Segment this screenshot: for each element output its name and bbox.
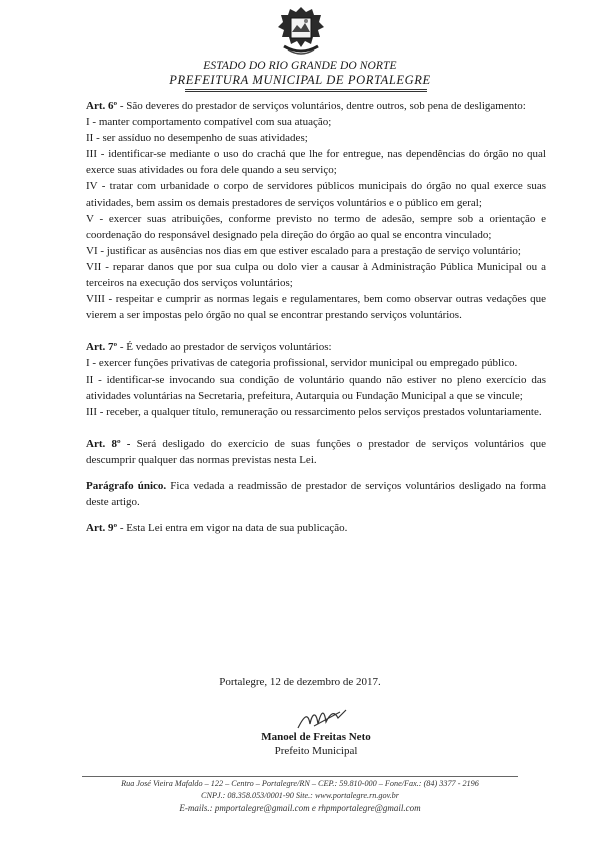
signer-name: Manoel de Freitas Neto — [261, 731, 371, 743]
list-item: II - ser assíduo no desempenho de suas atividades; — [86, 132, 308, 145]
place-date: Portalegre, 12 de dezembro de 2017. — [219, 676, 381, 688]
list-item: VIII - respeitar e cumprir as normas legais e regulamentares, bem como observar outras vedações que vierem a ser impostas pelo órgão no qual se encontrar prestando serviços voluntários. — [86, 293, 546, 322]
signer-title: Prefeito Municipal — [274, 745, 358, 757]
list-item: V - exercer suas atribuições, conforme previsto no termo de adesão, sempre sob a orientação e coordenação do responsável designado pela direção do órgão ao qual se encontra vinculado; — [86, 212, 546, 241]
list-item: I - exercer funções privativas de categoria profissional, servidor municipal ou empregado público. — [86, 357, 518, 370]
footer-address: Rua José Vieira Mafaldo – 122 – Centro – Portalegre/RN – CEP.: 59.810-000 – Fone/Fax.: (84) 3377 - 2196 — [121, 779, 479, 788]
article-7-intro: Art. 7º - É vedado ao prestador de serviços voluntários: — [86, 341, 332, 354]
list-item: III - identificar-se mediante o uso do crachá que lhe for entregue, nas dependências do órgão no qual exerce suas atividades ou fora dele quando a seu serviço; — [86, 148, 546, 177]
list-item: I - manter comportamento compatível com sua atuação; — [86, 116, 332, 129]
sole-paragraph: Parágrafo único. Fica vedada a readmissão de prestador de serviços voluntários desligado na forma deste artigo. — [86, 479, 546, 509]
paragraph-label: Parágrafo único. — [86, 479, 167, 492]
list-item: III - receber, a qualquer título, remuneração ou ressarcimento pelos serviços prestados voluntariamente. — [86, 405, 542, 418]
list-item: II - identificar-se invocando sua condição de voluntário quando não estiver no pleno exercício das atividades voluntárias na Secretaria, prefeitura, Autarquia ou Fundação Municipal a que se vincule; — [86, 373, 546, 402]
state-heading: ESTADO DO RIO GRANDE DO NORTE — [203, 60, 397, 72]
header-rule — [185, 91, 427, 92]
footer-rule — [82, 776, 518, 777]
article-label: Art. 8º - — [86, 437, 131, 450]
handwritten-signature — [294, 704, 354, 734]
list-item: VII - reparar danos que por sua culpa ou dolo vier a causar à Administração Pública Municipal ou a terceiros na execução dos serviços voluntários; — [86, 260, 546, 290]
article-label: Art. 9º — [86, 522, 118, 535]
article-8: Art. 8º - Será desligado do exercício de suas funções o prestador de serviços voluntários que descumprir qualquer das normas previstas nesta Lei. — [86, 437, 546, 466]
municipal-crest-icon — [276, 6, 326, 58]
footer-cnpj-site: CNPJ.: 08.358.053/0001-90 Site.: www.portalegre.rn.gov.br — [201, 791, 399, 800]
list-item: IV - tratar com urbanidade o corpo de servidores públicos municipais do órgão no qual exerce suas atividades, bem assim os demais prestadores de serviços voluntários e o público em geral; — [86, 180, 546, 209]
footer-emails: E-mails.: pmportalegre@gmail.com e rhpmportalegre@gmail.com — [179, 803, 421, 813]
document-body — [86, 98, 546, 536]
article-6-intro: Art. 6º - São deveres do prestador de serviços voluntários, dentre outros, sob pena de desligamento: — [86, 100, 526, 112]
article-9: Art. 9º - Esta Lei entra em vigor na data de sua publicação. — [86, 522, 348, 535]
list-item: VI - justificar as ausências nos dias em que estiver escalado para a prestação de serviço voluntário; — [86, 244, 521, 257]
article-label: Art. 6º — [86, 100, 118, 112]
header-rule — [185, 89, 427, 90]
article-label: Art. 7º — [86, 341, 118, 354]
city-hall-heading: PREFEITURA MUNICIPAL DE PORTALEGRE — [169, 73, 431, 87]
